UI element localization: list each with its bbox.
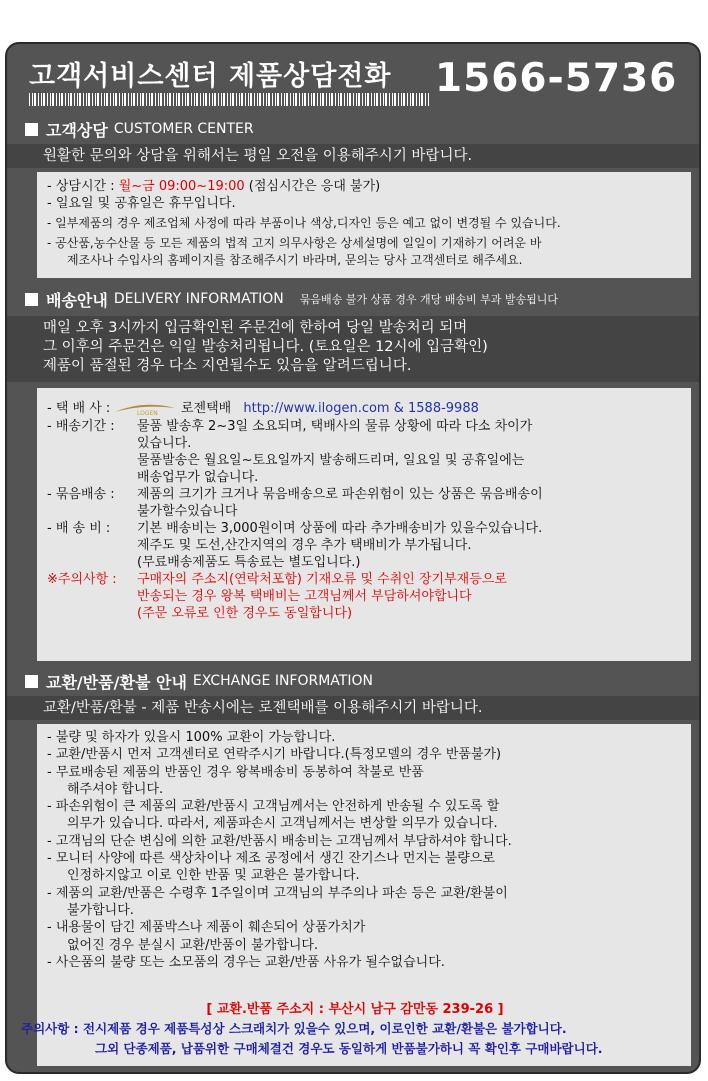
notice-line-1: 주의사항 : 전시제품 경우 제품특성상 스크래치가 있을수 있으며, 이로인한 교환/환불은 불가합니다. [21,1021,567,1036]
exchange-item: 없어진 경우 분실시 교환/반품이 불가합니다. [67,937,319,953]
exchange-info-box [37,724,691,994]
notice-line-1: - 일부제품의 경우 제조업체 사정에 따라 부품이나 색상,디자인 등은 예고 없이 변경될 수 있습니다. [47,216,561,230]
square-bullet-icon [25,675,38,688]
period-row: - 배송기간 : 물품 발송후 2~3일 소요되며, 택배사의 물류 상황에 따라 다소 차이가 있습니다. 물품발송은 월요일~토요일까지 발송해드리며, 일요일 및 공휴일에는 배송업무가 없습니다. [47,419,533,485]
square-bullet-icon [25,293,38,306]
exchange-item: 불가합니다. [67,902,134,918]
exchange-intro: 교환/반품/환불 - 제품 반송시에는 로젠택배를 이용해주시기 바랍니다. [7,696,701,720]
caution-row: ※주의사항 : 구매자의 주소지(연락처포함) 기재오류 및 수취인 장기부재등으로 반송되는 경우 왕복 택배비는 고객님께서 부담하셔야합니다 (주문 오류로 인한 경우도 동일합니다) [47,572,507,621]
delivery-title-en: DELIVERY INFORMATION [113,291,284,307]
hours-value: 월~금 09:00~19:00 [118,179,245,194]
exchange-item: - 사은품의 불량 또는 소모품의 경우는 교환/반품 사유가 될수없습니다. [47,954,445,970]
exchange-item: - 파손위험이 큰 제품의 교환/반품시 고객님께서는 안전하게 반송될 수 있도록 할 [47,799,500,815]
exchange-item: - 모니터 사양에 따른 색상차이나 제조 공정에서 생긴 잔기스나 먼지는 불량으로 [47,851,495,867]
exchange-item: - 불량 및 하자가 있을시 100% 교환이 가능합니다. [47,730,336,745]
notice-line-2: 그외 단종제품, 납품위한 구매체결건 경우도 동일하게 반품불가하니 꼭 확인후 구매바랍니다. [95,1041,603,1056]
exchange-title-en: EXCHANGE INFORMATION [192,673,373,689]
customer-info-box [37,172,691,278]
exchange-item: - 교환/반품시 먼저 고객센터로 연락주시기 바랍니다.(특정모델의 경우 반품불가) [47,747,502,763]
barcode-decoration [29,93,429,106]
logo-text: LOGEN [137,409,158,416]
notice-line-2a: - 공산품,농수산물 등 모든 제품의 법적 고지 의무사항은 상세설명에 일일이 기재하기 어려운 바 [47,236,542,250]
phone-number: 1566-5736 [435,56,678,101]
exchange-item: - 고객님의 단순 변심에 의한 교환/반품시 배송비는 고객님께서 부담하셔야 합니다. [47,833,512,849]
courier-row: - 택 배 사 : LOGEN 로젠택배 http://www.ilogen.com & 1588-9988 [47,401,479,416]
delivery-title-note: 묶음배송 불가 상품 경우 개당 배송비 부과 발송됩니다 [299,293,559,306]
customer-title-ko: 고객상담 [46,120,108,140]
holiday-line: - 일요일 및 공휴일은 휴무입니다. [47,196,236,211]
customer-intro: 원활한 문의와 상담을 위해서는 평일 오전을 이용해주시기 바랍니다. [7,144,701,168]
delivery-info-box [37,388,691,661]
exchange-title-ko: 교환/반품/환불 안내 [46,672,187,692]
exchange-item: - 무료배송된 제품의 반품인 경우 왕복배송비 동봉하여 착불로 반품 [47,764,424,780]
customer-section-heading [25,118,254,140]
exchange-item: 인정하지않고 이로 인한 반품 및 교환은 불가합니다. [67,868,360,884]
courier-url[interactable]: http://www.ilogen.com & 1588-9988 [243,401,479,416]
courier-name: 로젠택배 [181,401,232,416]
service-center-panel [5,42,701,1074]
fee-row: - 배 송 비 : 기본 배송비는 3,000원이며 상품에 따라 추가배송비가 있을수있습니다. 제주도 및 도선,산간지역의 경우 추가 택배비가 부가됩니다. (무료배송제품도 특송료는 별도입니다.) [47,521,543,570]
delivery-intro [7,316,701,382]
return-address: [ 교환.반품 주소지 : 부산시 남구 감만동 239-26 ] [206,1002,504,1017]
notice-line-2b: 제조사나 수입사의 홈페이지를 참조해주시기 바라며, 문의는 당사 고객센터로 해주세요. [67,253,523,267]
exchange-section-heading [25,670,373,692]
square-bullet-icon [25,123,38,136]
exchange-item: - 제품의 교환/반품은 수령후 1주일이며 고객님의 부주의나 파손 등은 교환/환불이 [47,885,508,901]
hours-line: - 상담시간 : 월~금 09:00~19:00 (점심시간은 응대 불가) [47,179,381,194]
delivery-intro-line: 매일 오후 3시까지 입금확인된 주문건에 한하여 당일 발송처리 되며 [43,320,468,336]
exchange-item: 해주셔야 합니다. [67,781,164,797]
exchange-item: - 내용물이 담긴 제품박스나 제품이 훼손되어 상품가치가 [47,920,366,936]
logen-logo-icon [113,402,177,416]
delivery-section-heading [25,288,558,310]
delivery-intro-line: 그 이후의 주문건은 익일 발송처리됩니다. (토요일은 12시에 입금확인) [43,339,488,355]
exchange-item: 의무가 있습니다. 따라서, 제품파손시 고객님께서는 변상할 의무가 있습니다. [67,816,498,832]
page-title: 고객서비스센터 제품상담전화 [29,61,392,92]
customer-title-en: CUSTOMER CENTER [113,121,254,137]
bundle-row: - 묶음배송 : 제품의 크기가 크거나 묶음배송으로 파손위험이 있는 상품은 묶음배송이 불가할수있습니다 [47,487,543,519]
delivery-intro-line: 제품이 품절된 경우 다소 지연될수도 있음을 알려드립니다. [43,358,412,374]
delivery-title-ko: 배송안내 [46,290,108,310]
